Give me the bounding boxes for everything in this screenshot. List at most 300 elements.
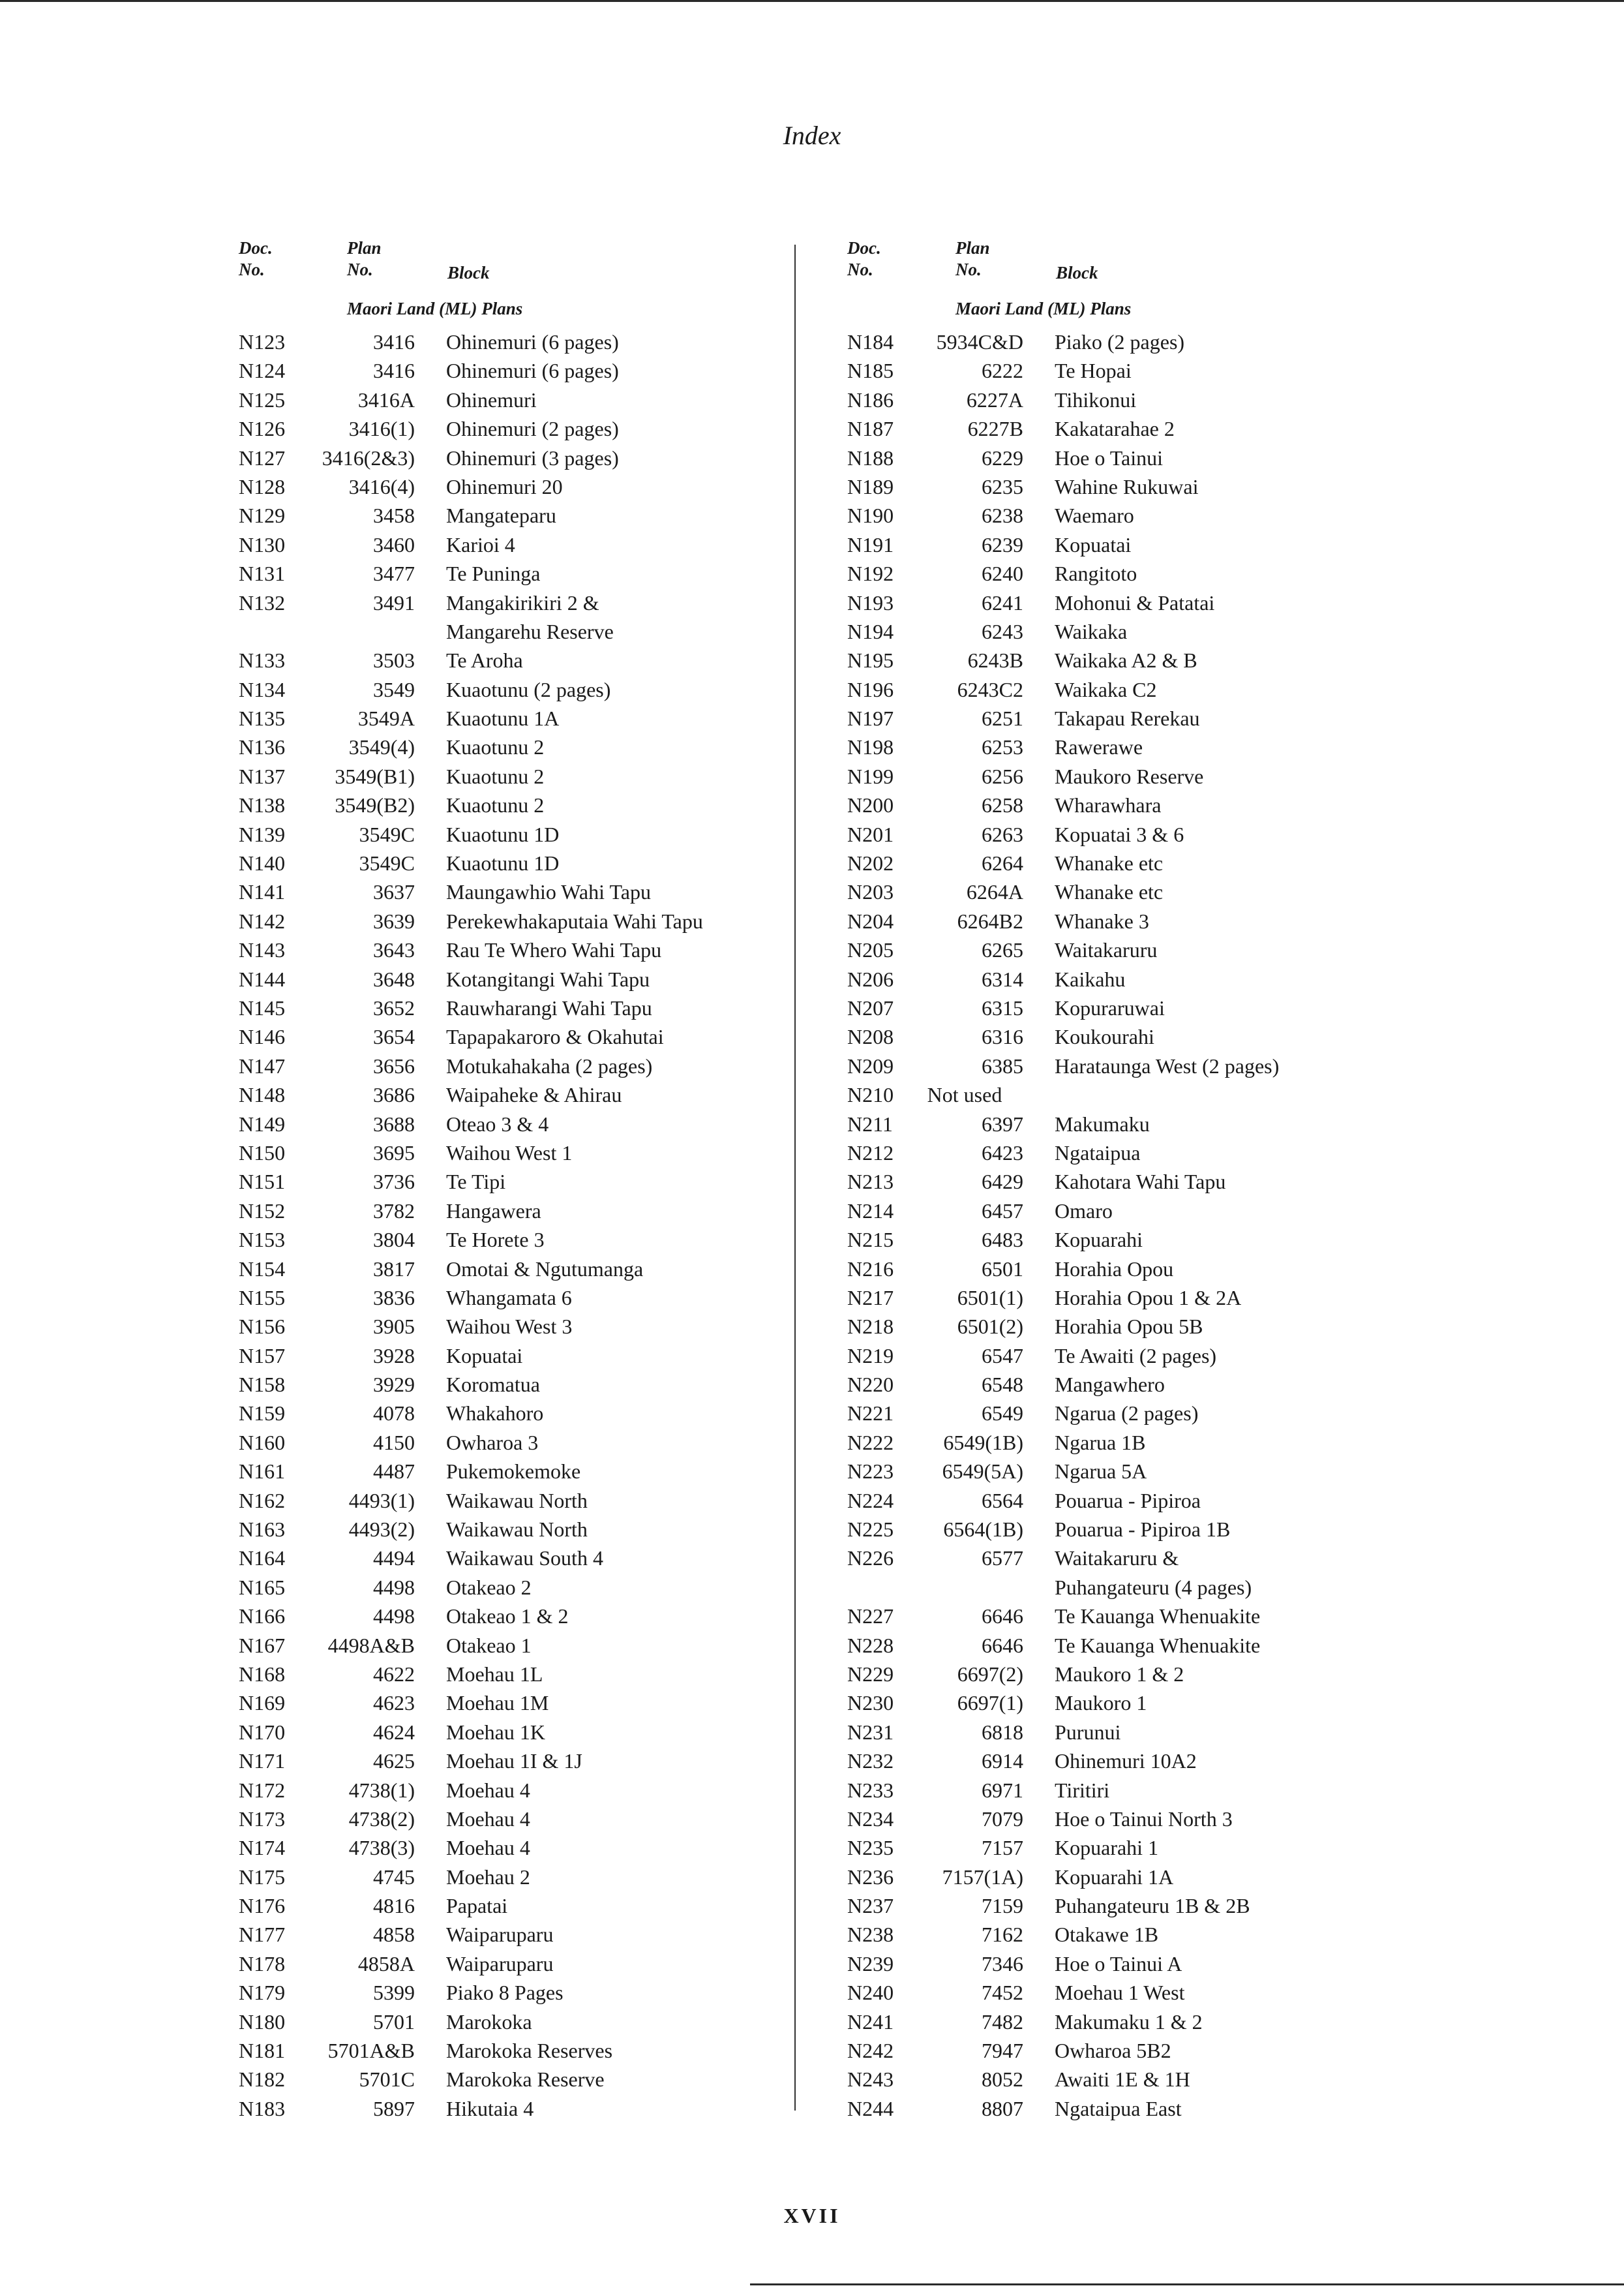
index-row (847, 1052, 1421, 1080)
index-row (239, 1688, 813, 1717)
plan-number: 3639 (373, 909, 415, 933)
doc-number: N233 (847, 1778, 894, 1802)
index-row (847, 2065, 1421, 2094)
block-name: Kuaotunu 1D (446, 851, 560, 876)
index-row (239, 1138, 813, 1167)
doc-number: N156 (239, 1315, 286, 1339)
doc-number: N187 (847, 417, 894, 441)
doc-number: N204 (847, 909, 894, 933)
index-row (847, 2007, 1421, 2036)
block-name: Ohinemuri (2 pages) (446, 417, 619, 441)
doc-number: N175 (239, 1865, 286, 1889)
index-row (847, 386, 1421, 414)
plan-number: 6577 (982, 1546, 1023, 1570)
index-column-right (847, 237, 1421, 2123)
block-name: Kopuatai 3 & 6 (1055, 822, 1184, 846)
doc-number: N190 (847, 504, 894, 528)
block-name: Kuaotunu 2 (446, 793, 545, 817)
block-name: Wahine Rukuwai (1055, 474, 1199, 498)
block-name: Mangawhero (1055, 1373, 1165, 1397)
block-name: Ohinemuri (6 pages) (446, 359, 619, 383)
doc-number: N227 (847, 1604, 894, 1628)
plan-number: 7947 (982, 2039, 1023, 2063)
doc-number: N203 (847, 880, 894, 904)
doc-number: N200 (847, 793, 894, 817)
plan-number: 6263 (982, 822, 1023, 846)
index-row (239, 1544, 813, 1572)
doc-number: N172 (239, 1778, 286, 1802)
plan-number: 3654 (373, 1025, 415, 1049)
doc-number: N164 (239, 1546, 286, 1570)
index-row (847, 588, 1421, 617)
plan-number: 3928 (373, 1343, 415, 1367)
doc-number: N193 (847, 590, 894, 615)
doc-number: N230 (847, 1691, 894, 1715)
block-name: Moehau 4 (446, 1778, 530, 1802)
block-name: Moehau 2 (446, 1865, 530, 1889)
index-row (239, 1457, 813, 1486)
index-row (847, 1457, 1421, 1486)
index-row (239, 1660, 813, 1688)
plan-number: 7079 (982, 1807, 1023, 1831)
plan-number: 4622 (373, 1662, 415, 1686)
doc-number: N125 (239, 388, 286, 412)
block-name: Kopuarahi 1 (1055, 1836, 1159, 1860)
doc-number: N184 (847, 330, 894, 354)
index-row (847, 1631, 1421, 1660)
plan-number: 6241 (982, 590, 1023, 615)
plan-number: 3652 (373, 996, 415, 1020)
doc-number: N213 (847, 1170, 894, 1194)
index-row (239, 559, 813, 588)
doc-number: N236 (847, 1865, 894, 1889)
doc-number: N181 (239, 2039, 286, 2063)
block-name: Takapau Rerekau (1055, 707, 1200, 731)
block-name: Rauwharangi Wahi Tapu (446, 996, 652, 1020)
block-name: Horahia Opou 5B (1055, 1315, 1203, 1339)
block-name: Pouarua - Pipiroa 1B (1055, 1518, 1231, 1542)
plan-number: 6235 (982, 474, 1023, 498)
block-name: Omaro (1055, 1198, 1113, 1223)
doc-number: N165 (239, 1575, 286, 1599)
plan-number: 6222 (982, 359, 1023, 383)
plan-number: 6549(1B) (943, 1430, 1023, 1454)
plan-number: 6314 (982, 967, 1023, 991)
index-row (239, 444, 813, 472)
plan-number: 4816 (373, 1894, 415, 1918)
index-row (239, 1747, 813, 1775)
plan-number: 6240 (982, 562, 1023, 586)
doc-number: N180 (239, 2009, 286, 2034)
doc-number: N211 (847, 1112, 893, 1136)
plan-number: 4493(1) (348, 1488, 415, 1512)
header-doc: Doc. (239, 238, 273, 258)
block-name: Tihikonui (1055, 388, 1137, 412)
doc-number: N185 (847, 359, 894, 383)
top-rule (0, 0, 1624, 2)
block-name: Te Hopai (1055, 359, 1132, 383)
index-row (239, 1805, 813, 1833)
header-block: Block (447, 263, 490, 282)
index-row (239, 1776, 813, 1805)
index-row (847, 1660, 1421, 1688)
block-name: Whanake etc (1055, 851, 1164, 876)
index-row (847, 965, 1421, 994)
block-name: Waikawau South 4 (446, 1546, 603, 1570)
block-name: Te Kauanga Whenuakite (1055, 1633, 1261, 1657)
doc-number: N194 (847, 619, 894, 643)
block-name: Moehau 1 West (1055, 1981, 1185, 2005)
doc-number: N221 (847, 1401, 894, 1426)
doc-number: N173 (239, 1807, 286, 1831)
doc-number: N155 (239, 1285, 286, 1309)
column-headers (239, 237, 813, 290)
doc-number: N141 (239, 880, 286, 904)
block-name: Ngataipua East (1055, 2096, 1182, 2120)
block-name: Makumaku 1 & 2 (1055, 2009, 1203, 2034)
index-row (239, 2065, 813, 2094)
block-name: Ohinemuri 10A2 (1055, 1749, 1197, 1773)
index-row (239, 936, 813, 964)
doc-number: N209 (847, 1054, 894, 1078)
plan-number: 6564(1B) (943, 1518, 1023, 1542)
index-row (239, 704, 813, 733)
index-row (847, 762, 1421, 791)
doc-number: N138 (239, 793, 286, 817)
plan-number: 6697(2) (957, 1662, 1023, 1686)
block-name: Whangamata 6 (446, 1285, 572, 1309)
plan-number: 8052 (982, 2067, 1023, 2092)
doc-number: N157 (239, 1343, 286, 1367)
doc-number: N159 (239, 1401, 286, 1426)
block-name: Ngarua 1B (1055, 1430, 1146, 1454)
doc-number: N217 (847, 1285, 894, 1309)
index-row (239, 1197, 813, 1225)
index-row (239, 1167, 813, 1196)
index-row (847, 1341, 1421, 1370)
index-row (847, 1080, 1421, 1109)
block-name: Hangawera (446, 1198, 541, 1223)
block-name: Waitakaruru (1055, 938, 1158, 962)
block-name: Kuaotunu 1D (446, 822, 560, 846)
block-name: Otakeao 1 & 2 (446, 1604, 569, 1628)
plan-number: 6243 (982, 619, 1023, 643)
index-row (847, 1718, 1421, 1747)
plan-number: 6483 (982, 1228, 1023, 1252)
block-name: Horahia Opou (1055, 1257, 1174, 1281)
plan-number: 4624 (373, 1720, 415, 1744)
block-name: Whanake 3 (1055, 909, 1149, 933)
plan-number: 6423 (982, 1140, 1023, 1165)
doc-number: N205 (847, 938, 894, 962)
index-row (847, 1978, 1421, 2007)
doc-number: N136 (239, 735, 286, 759)
doc-number: N170 (239, 1720, 286, 1744)
doc-number: N134 (239, 677, 286, 701)
index-row (847, 2036, 1421, 2065)
plan-number: 6264A (966, 880, 1023, 904)
index-row (239, 1080, 813, 1109)
index-row (239, 791, 813, 819)
block-name: Piako 8 Pages (446, 1981, 564, 2005)
block-name: Hoe o Tainui A (1055, 1951, 1182, 1975)
block-name: Kuaotunu 1A (446, 707, 560, 731)
index-row (239, 820, 813, 849)
doc-number: N229 (847, 1662, 894, 1686)
index-row (239, 328, 813, 356)
block-name: Ohinemuri (6 pages) (446, 330, 619, 354)
block-name: Tiritiri (1055, 1778, 1110, 1802)
index-row (847, 2094, 1421, 2123)
doc-number: N167 (239, 1633, 286, 1657)
index-row (239, 1486, 813, 1515)
block-name: Otakeao 1 (446, 1633, 532, 1657)
bottom-rule (750, 2283, 1624, 2285)
index-row (239, 617, 813, 646)
block-name: Kopuarahi 1A (1055, 1865, 1174, 1889)
plan-number: 3695 (373, 1140, 415, 1165)
plan-number: 3736 (373, 1170, 415, 1194)
plan-number: 3817 (373, 1257, 415, 1281)
block-name: Waihou West 1 (446, 1140, 573, 1165)
plan-number: 6227B (967, 417, 1023, 441)
plan-number: 6265 (982, 938, 1023, 962)
index-row (847, 1776, 1421, 1805)
plan-number: 3648 (373, 967, 415, 991)
doc-number: N225 (847, 1518, 894, 1542)
block-name: Waikawau North (446, 1518, 588, 1542)
plan-number: 6243C2 (957, 677, 1023, 701)
block-name: Waikaka C2 (1055, 677, 1157, 701)
index-row (847, 1747, 1421, 1775)
block-name: Kopuatai (446, 1343, 523, 1367)
block-name: Wharawhara (1055, 793, 1162, 817)
section-title: Maori Land (ML) Plans (347, 299, 523, 318)
plan-number: 4498 (373, 1604, 415, 1628)
doc-number: N140 (239, 851, 286, 876)
plan-number: 3688 (373, 1112, 415, 1136)
plan-number: 6818 (982, 1720, 1023, 1744)
index-row (847, 820, 1421, 849)
index-row (847, 414, 1421, 443)
block-name: Moehau 1I & 1J (446, 1749, 582, 1773)
index-row (847, 1833, 1421, 1862)
block-name: Owharoa 5B2 (1055, 2039, 1171, 2063)
plan-number: 7157 (982, 1836, 1023, 1860)
index-row (239, 1833, 813, 1862)
plan-number: 6251 (982, 707, 1023, 731)
doc-number: N201 (847, 822, 894, 846)
block-name: Mohonui & Patatai (1055, 590, 1215, 615)
plan-number: 6457 (982, 1198, 1023, 1223)
doc-number: N219 (847, 1343, 894, 1367)
plan-number: 4498A&B (327, 1633, 415, 1657)
block-name: Kopuatai (1055, 532, 1132, 557)
index-row (239, 472, 813, 501)
index-row (239, 1052, 813, 1080)
plan-number: 4858A (357, 1951, 415, 1975)
header-doc-no: No. (239, 260, 265, 279)
plan-number: 3656 (373, 1054, 415, 1078)
block-name: Rau Te Whero Wahi Tapu (446, 938, 662, 962)
index-row (239, 907, 813, 936)
block-name: Purunui (1055, 1720, 1121, 1744)
index-row (239, 994, 813, 1022)
doc-number: N161 (239, 1459, 286, 1484)
plan-number: 7157(1A) (942, 1865, 1023, 1889)
block-name: Waiparuparu (446, 1951, 554, 1975)
index-row (847, 675, 1421, 704)
doc-number: N188 (847, 446, 894, 470)
index-row (847, 617, 1421, 646)
block-name: Hikutaia 4 (446, 2096, 534, 2120)
header-plan: Plan (955, 238, 990, 258)
header-doc-no: No. (847, 260, 873, 279)
index-row (239, 849, 813, 877)
index-row (239, 1428, 813, 1457)
doc-number: N124 (239, 359, 286, 383)
index-row (239, 2007, 813, 2036)
index-row (239, 1602, 813, 1630)
index-row (239, 1312, 813, 1341)
doc-number: N129 (239, 504, 286, 528)
block-name: Perekewhakaputaia Wahi Tapu (446, 909, 703, 933)
index-row (847, 530, 1421, 559)
page-title: Index (783, 121, 841, 150)
plan-number: 5701C (359, 2067, 415, 2092)
block-name: Puhangateuru (4 pages) (1055, 1575, 1252, 1599)
doc-number: N199 (847, 764, 894, 788)
doc-number: N145 (239, 996, 286, 1020)
block-name: Kakatarahae 2 (1055, 417, 1175, 441)
doc-number: N202 (847, 851, 894, 876)
doc-number: N130 (239, 532, 286, 557)
doc-number: N215 (847, 1228, 894, 1252)
plan-number: 6548 (982, 1373, 1023, 1397)
plan-number: 4078 (373, 1401, 415, 1426)
doc-number: N239 (847, 1951, 894, 1975)
block-name: Mangakirikiri 2 & (446, 590, 599, 615)
doc-number: N208 (847, 1025, 894, 1049)
block-name: Mangateparu (446, 504, 556, 528)
doc-number: N235 (847, 1836, 894, 1860)
block-name: Maukoro 1 & 2 (1055, 1662, 1184, 1686)
index-row (239, 1399, 813, 1427)
index-row (847, 356, 1421, 385)
block-name: Moehau 1M (446, 1691, 549, 1715)
plan-number: 3416(2&3) (322, 446, 415, 470)
index-row (847, 1225, 1421, 1254)
index-row (239, 1225, 813, 1254)
doc-number: N237 (847, 1894, 894, 1918)
index-row (239, 1949, 813, 1978)
plan-number: 3686 (373, 1083, 415, 1107)
index-row (847, 1949, 1421, 1978)
plan-number: 4487 (373, 1459, 415, 1484)
block-name: Waikawau North (446, 1488, 588, 1512)
index-column-left (239, 237, 813, 2123)
plan-number: 6229 (982, 446, 1023, 470)
plan-number: 6239 (982, 532, 1023, 557)
index-row (847, 704, 1421, 733)
doc-number: N183 (239, 2096, 286, 2120)
plan-number: 6315 (982, 996, 1023, 1020)
index-row (847, 1544, 1421, 1572)
column-headers (847, 237, 1421, 290)
plan-number: 3477 (373, 562, 415, 586)
block-name: Koukourahi (1055, 1025, 1154, 1049)
plan-number: 7452 (982, 1981, 1023, 2005)
index-row (847, 1688, 1421, 1717)
plan-number: 3549 (373, 677, 415, 701)
block-name: Horahia Opou 1 & 2A (1055, 1285, 1242, 1309)
block-name: Harataunga West (2 pages) (1055, 1054, 1280, 1078)
block-name: Hoe o Tainui (1055, 446, 1164, 470)
index-row (847, 849, 1421, 877)
index-row (847, 936, 1421, 964)
doc-number: N153 (239, 1228, 286, 1252)
doc-number: N132 (239, 590, 286, 615)
plan-number: 3416(4) (348, 474, 415, 498)
doc-number: N195 (847, 648, 894, 673)
plan-number: 3416 (373, 330, 415, 354)
plan-number: 4858 (373, 1923, 415, 1947)
block-name: Awaiti 1E & 1H (1055, 2067, 1190, 2092)
doc-number: N226 (847, 1546, 894, 1570)
header-plan-no: No. (955, 260, 982, 279)
block-name: Otakeao 2 (446, 1575, 532, 1599)
index-row (239, 1631, 813, 1660)
doc-number: N171 (239, 1749, 286, 1773)
doc-number: N151 (239, 1170, 286, 1194)
block-name: Marokoka Reserves (446, 2039, 613, 2063)
doc-number: N196 (847, 677, 894, 701)
doc-number: N182 (239, 2067, 286, 2092)
doc-number: N139 (239, 822, 286, 846)
plan-number: 5701A&B (327, 2039, 415, 2063)
doc-number: N179 (239, 1981, 286, 2005)
plan-number: 6264B2 (957, 909, 1023, 933)
plan-number: 6316 (982, 1025, 1023, 1049)
block-name: Te Horete 3 (446, 1228, 545, 1252)
doc-number: N212 (847, 1140, 894, 1165)
index-row (239, 1891, 813, 1920)
block-name: Kotangitangi Wahi Tapu (446, 967, 650, 991)
plan-number: 6914 (982, 1749, 1023, 1773)
block-name: Motukahakaha (2 pages) (446, 1054, 653, 1078)
index-row (239, 1110, 813, 1138)
doc-number: N169 (239, 1691, 286, 1715)
plan-number: 6227A (966, 388, 1023, 412)
doc-number: N231 (847, 1720, 894, 1744)
plan-number: 6385 (982, 1054, 1023, 1078)
doc-number: N223 (847, 1459, 894, 1484)
block-name: Maukoro Reserve (1055, 764, 1204, 788)
column-divider (794, 245, 796, 2111)
index-row (239, 2094, 813, 2123)
index-row (847, 1138, 1421, 1167)
plan-number: 4745 (373, 1865, 415, 1889)
doc-number: N128 (239, 474, 286, 498)
doc-number: N178 (239, 1951, 286, 1975)
doc-number: N238 (847, 1923, 894, 1947)
index-rows-right (847, 328, 1421, 2123)
header-doc: Doc. (847, 238, 881, 258)
index-row (847, 646, 1421, 675)
header-block: Block (1056, 263, 1098, 282)
index-row (239, 414, 813, 443)
block-name: Kuaotunu (2 pages) (446, 677, 611, 701)
